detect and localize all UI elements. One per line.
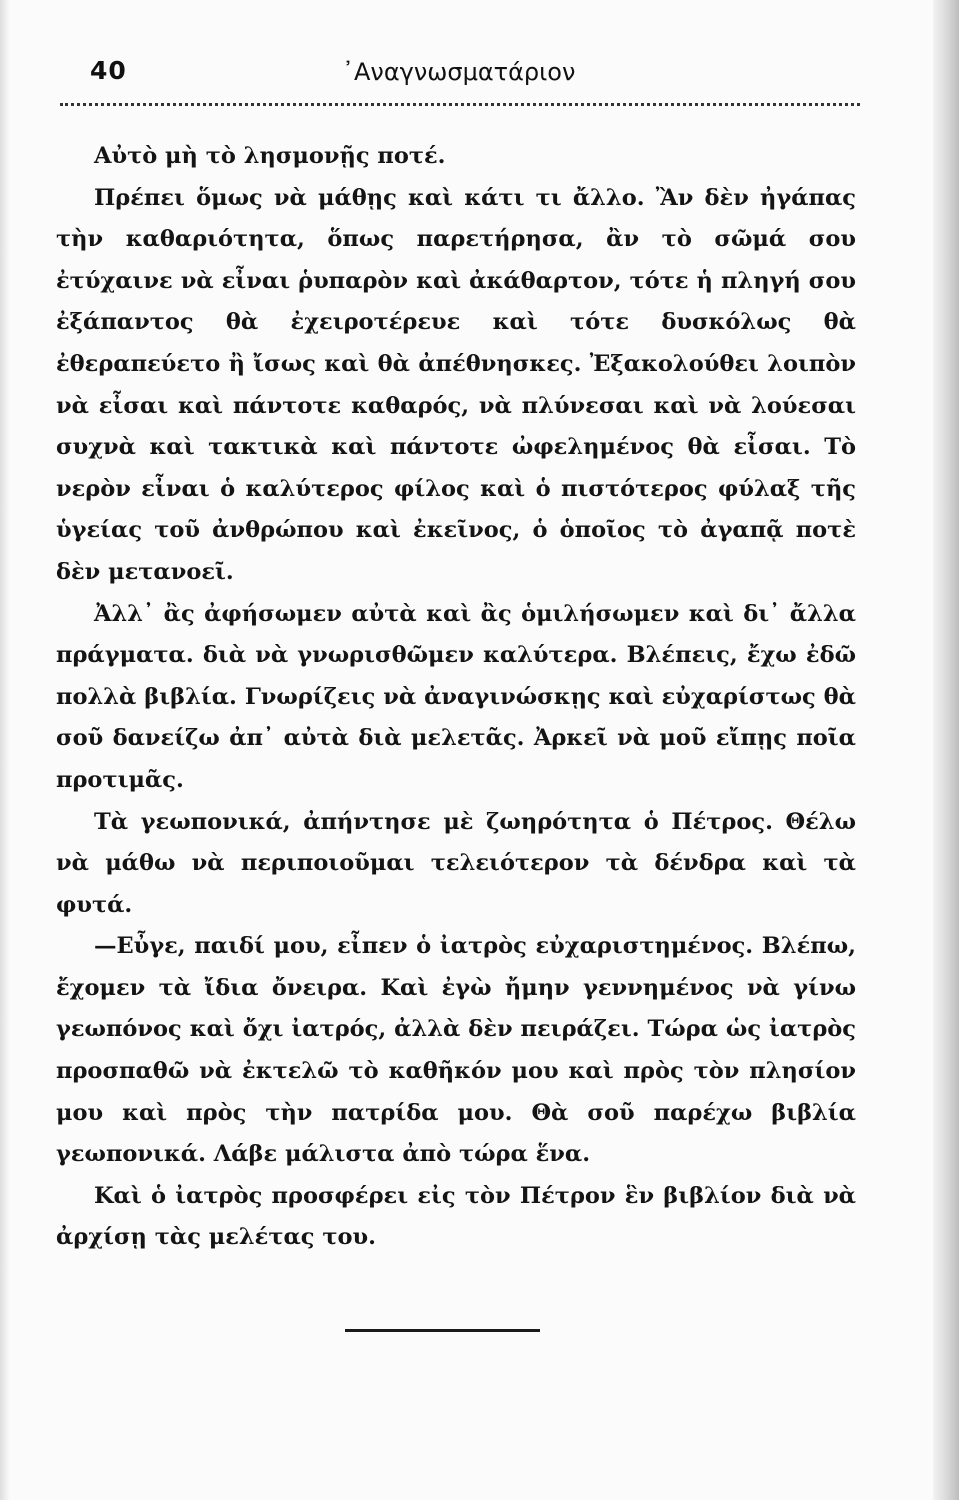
page-right-edge	[933, 0, 959, 1500]
section-end-rule	[345, 1329, 540, 1332]
paragraph: Καὶ ὁ ἰατρὸς προσφέρει εἰς τὸν Πέτρον ἓν βιβλίον διὰ νὰ ἀρχίσῃ τὰς μελέτας του.	[56, 1182, 856, 1251]
paragraph: Πρέπει ὅμως νὰ μάθῃς καὶ κάτι τι ἄλλο. Ἂν δὲν ἠγάπας τὴν καθαριότητα, ὅπως παρετήρησα, ἂν τὸ σῶμά σου ἐτύχαινε νὰ εἶναι ῥυπαρὸν καὶ ἀκάθαρτον, τότε ἡ πληγή σου ἐξάπαντος θὰ ἐχειροτέρευε καὶ τότε δυσκόλως θὰ ἐθεραπεύετο ἢ ἴσως καὶ θὰ ἀπέθνησκες. Ἐξακολούθει λοιπὸν νὰ εἶσαι καὶ πάντοτε καθαρός, νὰ πλύνεσαι καὶ νὰ λούεσαι συχνὰ καὶ τακτικὰ καὶ πάντοτε ὠφελημένος θὰ εἶσαι. Τὸ νερὸν εἶναι ὁ καλύτερος φίλος καὶ ὁ πιστότερος φύλαξ τῆς ὑγείας τοῦ ἀνθρώπου καὶ ἐκεῖνος, ὁ ὁποῖος τὸ ἀγαπᾷ ποτὲ δὲν μετανοεῖ.	[56, 184, 856, 585]
page-number: 40	[90, 56, 127, 85]
paragraph: Ἀλλ᾽ ἂς ἀφήσωμεν αὐτὰ καὶ ἂς ὁμιλήσωμεν καὶ δι᾽ ἄλλα πράγματα. διὰ νὰ γνωρισθῶμεν καλύτερα. Βλέπεις, ἔχω ἐδῶ πολλὰ βιβλία. Γνωρίζεις νὰ ἀναγινώσκῃς καὶ εὐχαρίστως θὰ σοῦ δανείζω ἀπ᾽ αὐτὰ διὰ μελετᾶς. Ἀρκεῖ νὰ μοῦ εἴπῃς ποῖα προτιμᾶς.	[56, 600, 856, 793]
paragraph: Αὐτὸ μὴ τὸ λησμονῇς ποτέ.	[94, 143, 446, 169]
running-title: ᾽Αναγνωσματάριον	[342, 58, 576, 86]
page-header	[90, 56, 860, 96]
paragraph: —Εὖγε, παιδί μου, εἶπεν ὁ ἰατρὸς εὐχαριστημένος. Βλέπω, ἔχομεν τὰ ἴδια ὄνειρα. Καὶ ἐγὼ ἤμην γεννημένος νὰ γίνω γεωπόνος καὶ ὄχι ἰατρός, ἀλλὰ δὲν πειράζει. Τώρα ὡς ἰατρὸς προσπαθῶ νὰ ἐκτελῶ τὸ καθῆκόν μου καὶ πρὸς τὸν πλησίον μου καὶ πρὸς τὴν πατρίδα μου. Θὰ σοῦ παρέχω βιβλία γεωπονικά. Λάβε μάλιστα ἀπὸ τώρα ἕνα.	[56, 933, 856, 1168]
page-left-shadow	[0, 0, 10, 1500]
header-dotted-rule	[60, 103, 860, 106]
body-text	[56, 136, 856, 1259]
paragraph: Τὰ γεωπονικά, ἀπήντησε μὲ ζωηρότητα ὁ Πέτρος. Θέλω νὰ μάθω νὰ περιποιοῦμαι τελειότερον τὰ δένδρα καὶ τὰ φυτά.	[56, 808, 856, 918]
